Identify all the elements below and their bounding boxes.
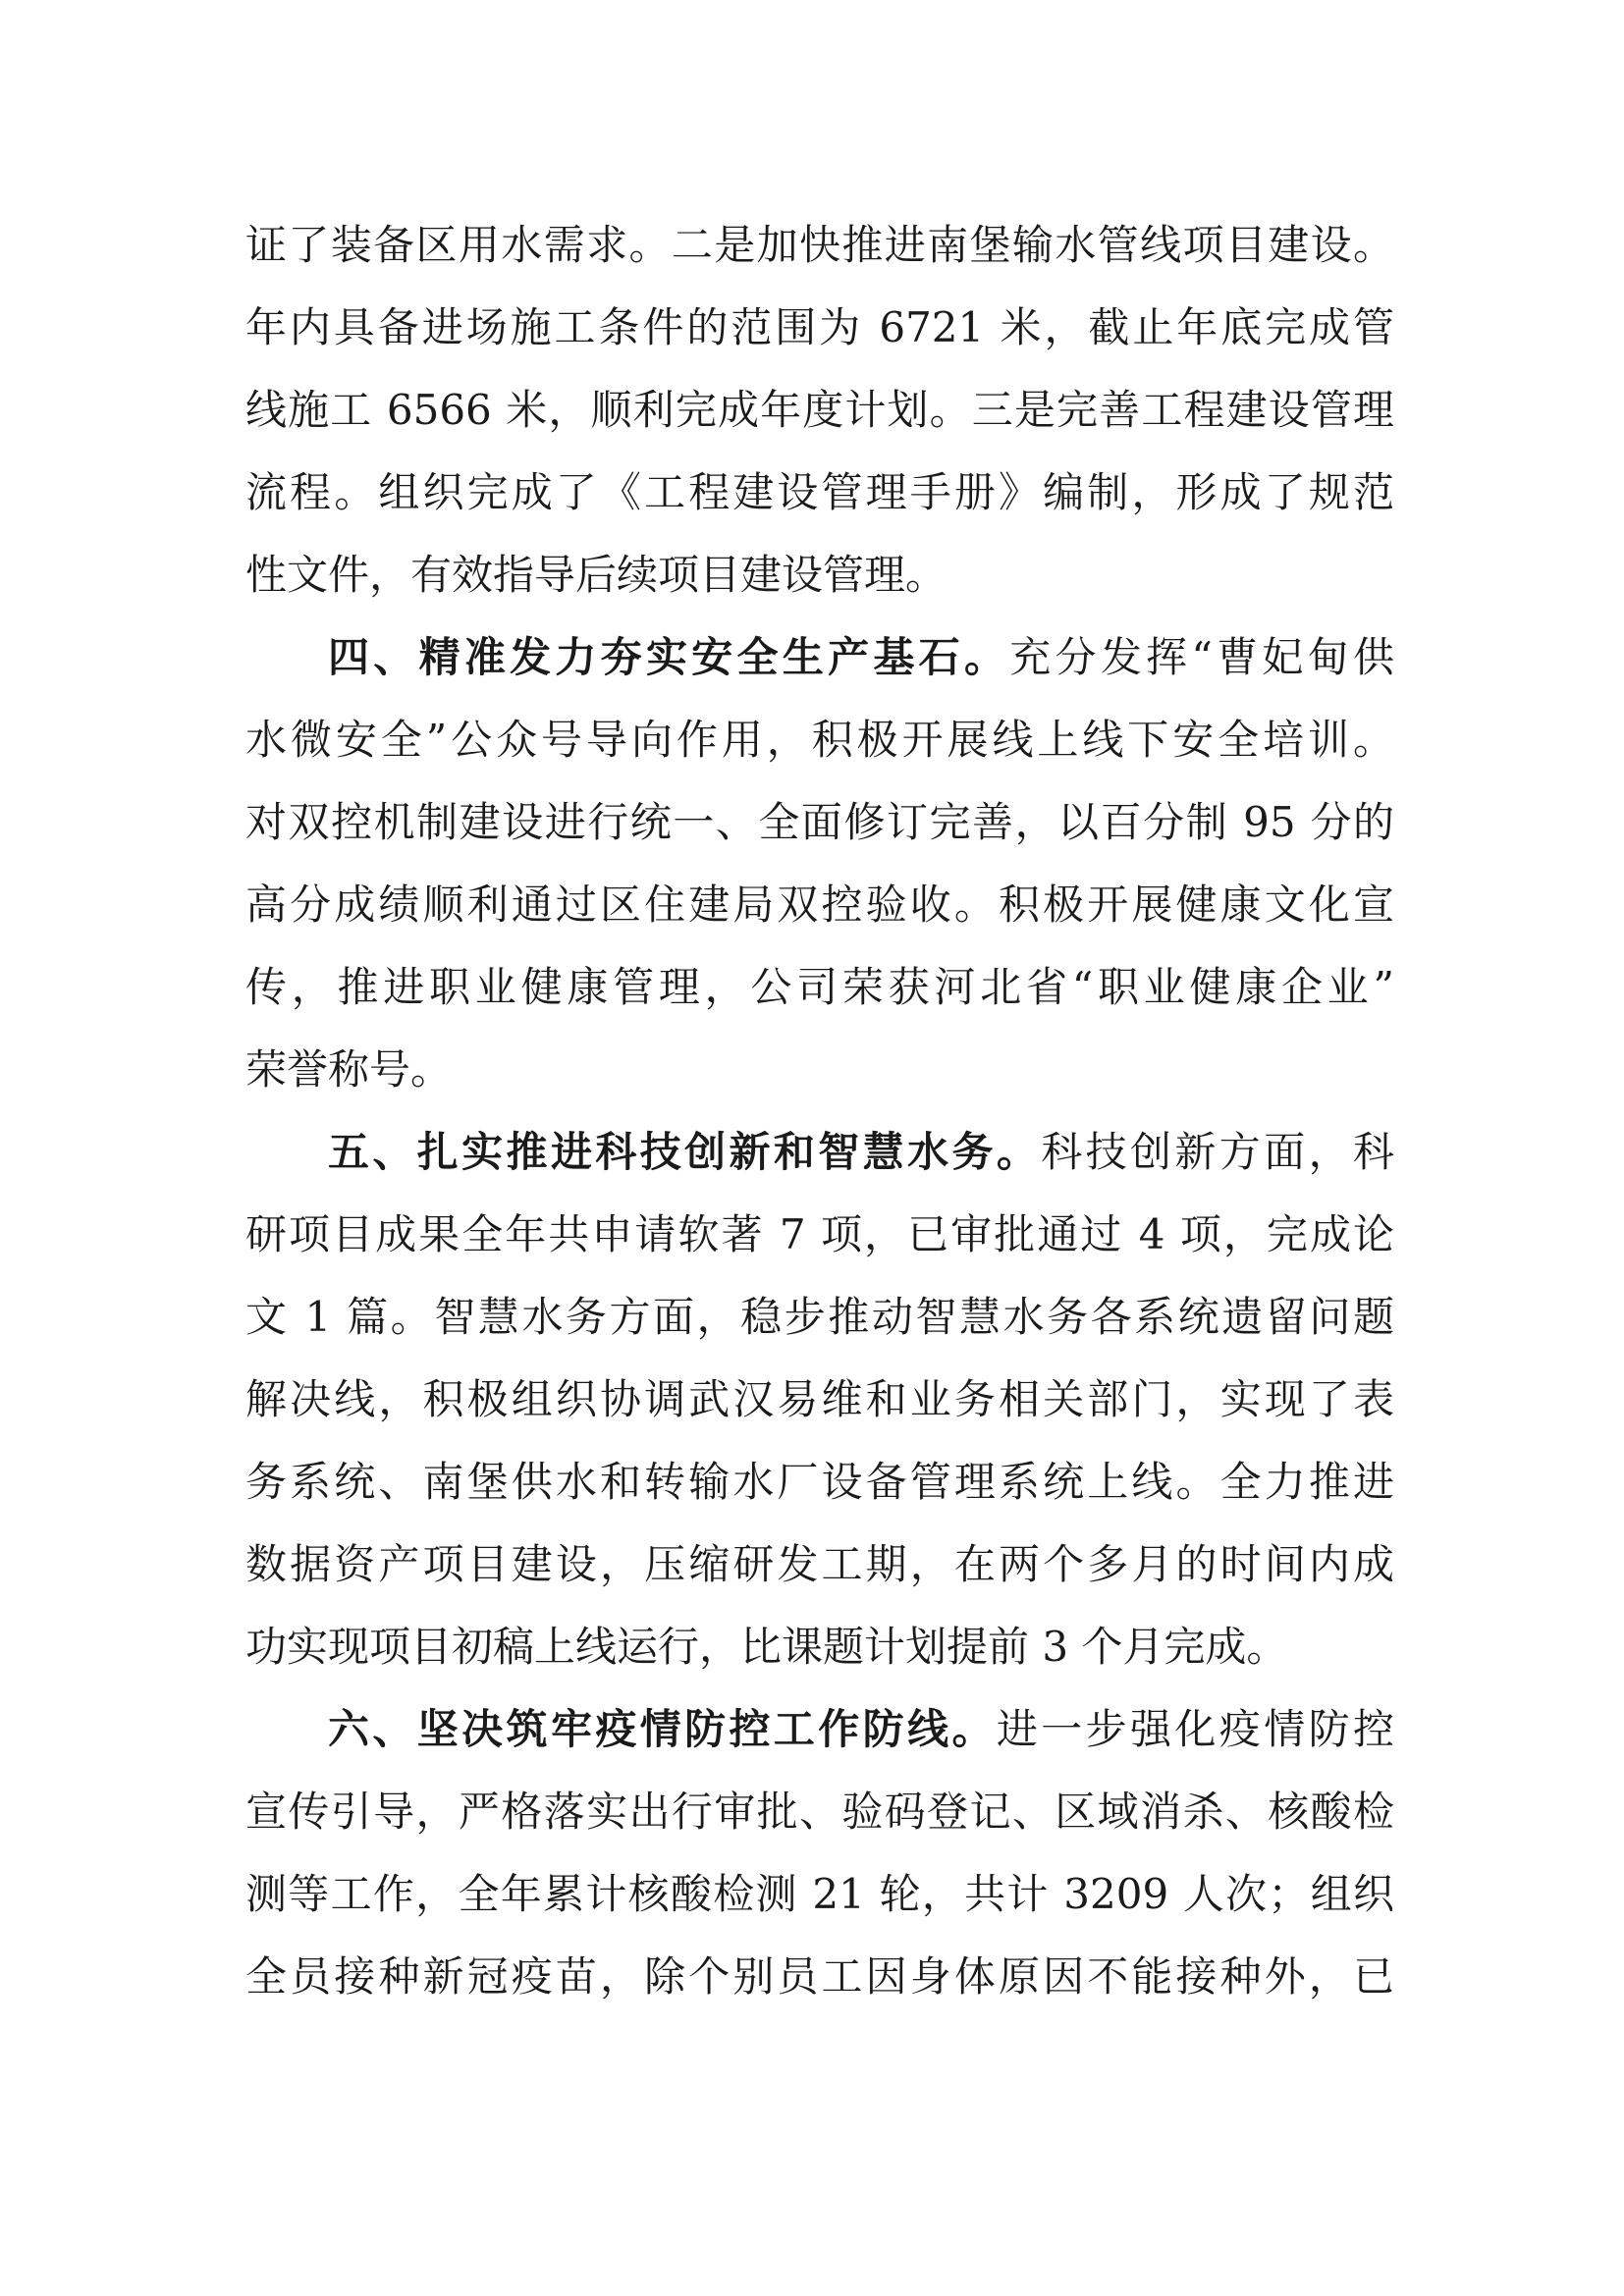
text-line: 研项目成果全年共申请软著 7 项，已审批通过 4 项，完成论	[245, 1210, 1394, 1258]
text-line: 测等工作，全年累计核酸检测 21 轮，共计 3209 人次；组织	[245, 1870, 1394, 1918]
section-heading-innovation: 五、扎实推进科技创新和智慧水务。	[328, 1128, 1042, 1176]
text-line: 性文件，有效指导后续项目建设管理。	[245, 551, 947, 599]
text-line: 传，推进职业健康管理，公司荣获河北省“职业健康企业”	[245, 963, 1394, 1011]
text-line: 对双控机制建设进行统一、全面修订完善，以百分制 95 分的	[245, 798, 1394, 846]
text-line	[245, 1111, 1394, 1194]
text-span: 充分发挥“曹妃甸供	[1009, 633, 1394, 681]
paragraph-continuation	[245, 204, 1394, 616]
paragraph-epidemic	[245, 1688, 1394, 2018]
text-line: 水微安全”公众号导向作用，积极开展线上线下安全培训。	[245, 716, 1394, 764]
text-line	[245, 1688, 1394, 1771]
text-line: 全员接种新冠疫苗，除个别员工因身体原因不能接种外，已	[245, 1952, 1394, 2001]
text-line: 荣誉称号。	[245, 1045, 453, 1094]
text-line	[245, 616, 1394, 699]
text-line: 数据资产项目建设，压缩研发工期，在两个多月的时间内成	[245, 1540, 1394, 1588]
text-line: 高分成绩顺利通过区住建局双控验收。积极开展健康文化宣	[245, 881, 1394, 929]
text-line: 解决线，积极组织协调武汉易维和业务相关部门，实现了表	[245, 1375, 1394, 1423]
text-line: 年内具备进场施工条件的范围为 6721 米，截止年底完成管	[245, 303, 1394, 351]
text-line: 证了装备区用水需求。二是加快推进南堡输水管线项目建设。	[245, 221, 1394, 269]
text-span: 进一步强化疫情防控	[996, 1705, 1394, 1753]
paragraph-innovation	[245, 1111, 1394, 1688]
document-body	[245, 204, 1394, 2018]
paragraph-safety	[245, 616, 1394, 1111]
text-line: 功实现项目初稿上线运行，比课题计划提前 3 个月完成。	[245, 1623, 1288, 1671]
text-line: 文 1 篇。智慧水务方面，稳步推动智慧水务各系统遗留问题	[245, 1293, 1394, 1341]
text-line: 宣传引导，严格落实出行审批、验码登记、区域消杀、核酸检	[245, 1788, 1394, 1836]
text-line: 线施工 6566 米，顺利完成年度计划。三是完善工程建设管理	[245, 386, 1394, 434]
section-heading-epidemic: 六、坚决筑牢疫情防控工作防线。	[328, 1705, 997, 1753]
text-line: 流程。组织完成了《工程建设管理手册》编制，形成了规范	[245, 468, 1394, 516]
section-heading-safety: 四、精准发力夯实安全生产基石。	[328, 633, 1010, 681]
text-span: 科技创新方面，科	[1041, 1128, 1394, 1176]
text-line: 务系统、南堡供水和转输水厂设备管理系统上线。全力推进	[245, 1458, 1394, 1506]
